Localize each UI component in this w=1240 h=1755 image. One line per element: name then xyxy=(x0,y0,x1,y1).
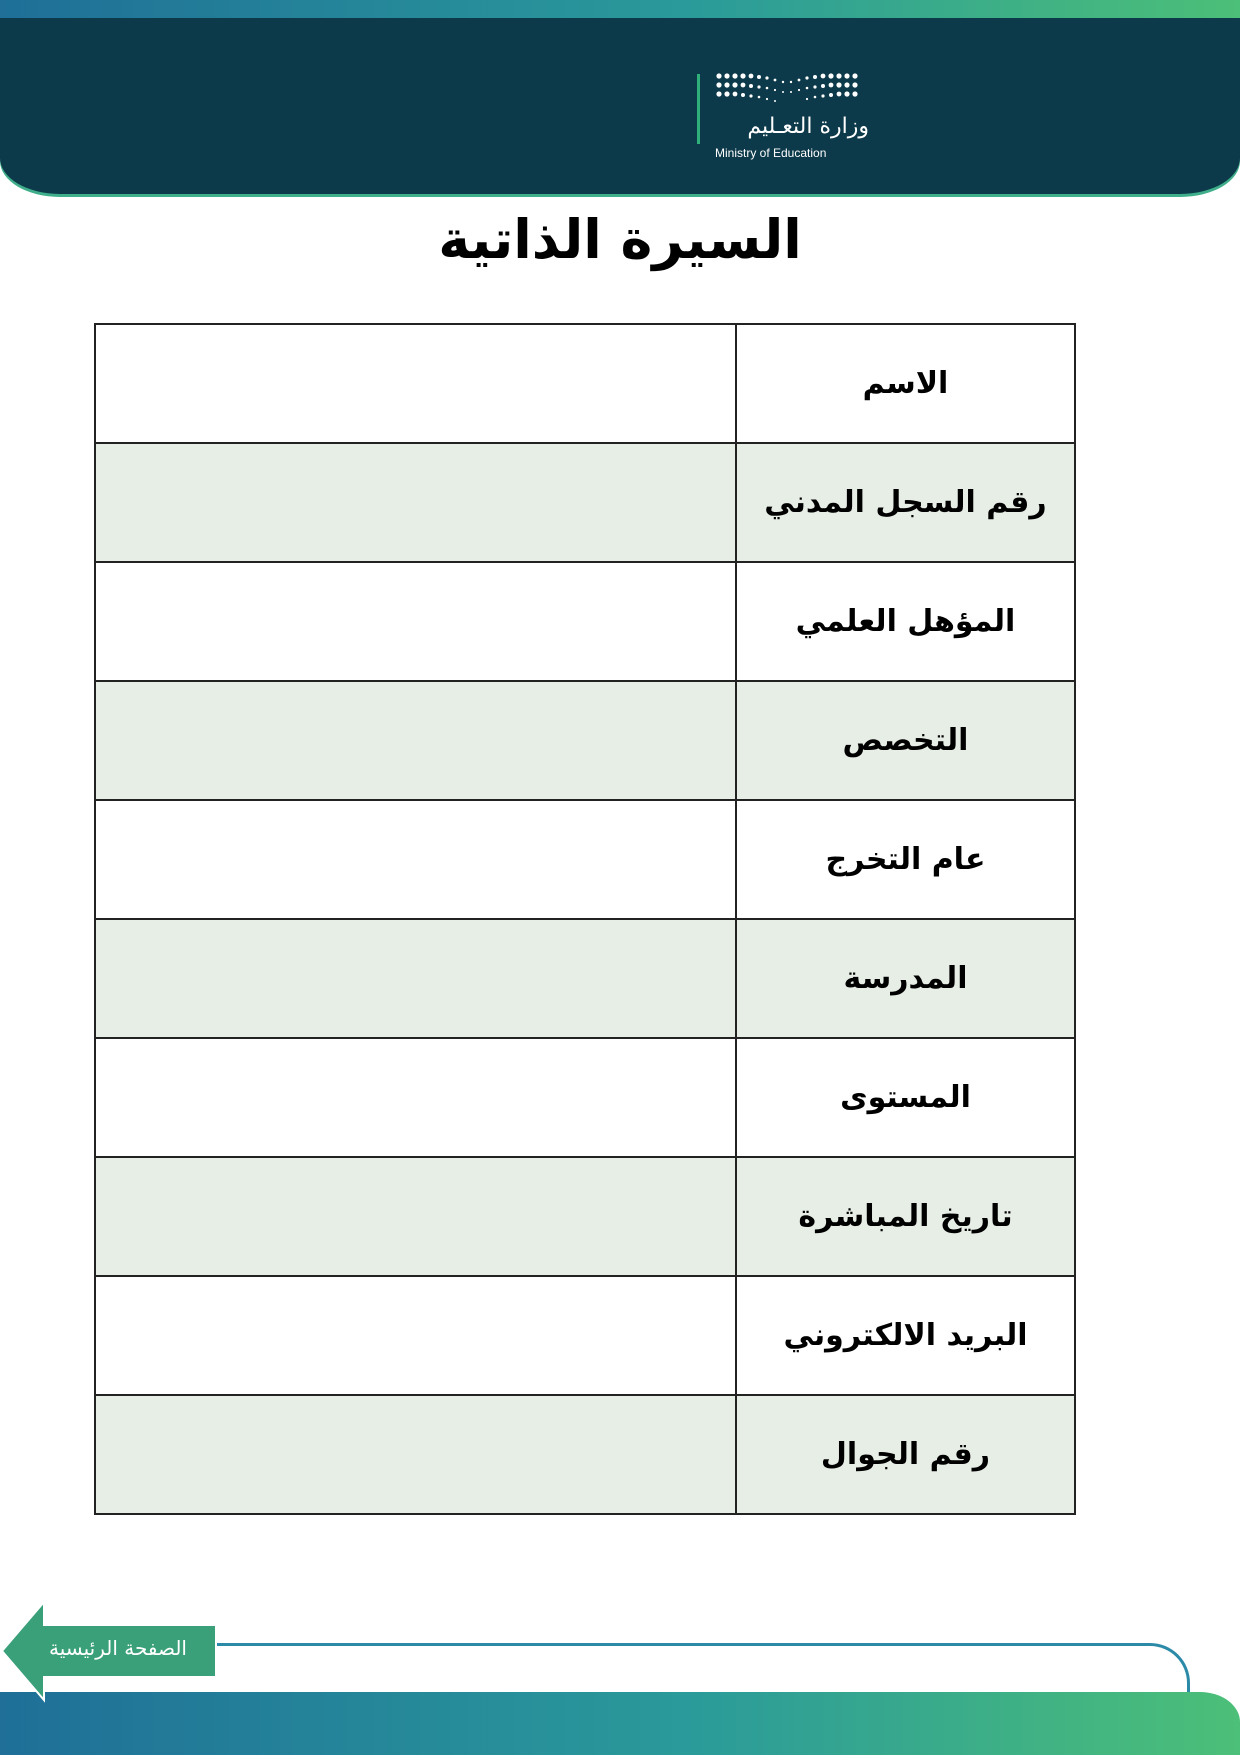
table-row xyxy=(95,1276,1075,1395)
row-value-cell[interactable] xyxy=(95,562,736,681)
table-row xyxy=(95,562,1075,681)
row-label: عام التخرج xyxy=(736,800,1075,919)
page-title: السيرة الذاتية xyxy=(438,208,802,271)
row-value-cell[interactable] xyxy=(95,1157,736,1276)
row-value-cell[interactable] xyxy=(95,324,736,443)
row-label: رقم السجل المدني xyxy=(736,443,1075,562)
row-value-cell[interactable] xyxy=(95,1276,736,1395)
table-row xyxy=(95,800,1075,919)
row-label: المؤهل العلمي xyxy=(736,562,1075,681)
logo-english-text: Ministry of Education xyxy=(715,146,827,160)
ministry-dots-logo-icon xyxy=(715,72,875,108)
row-value-cell[interactable] xyxy=(95,443,736,562)
row-label: البريد الالكتروني xyxy=(736,1276,1075,1395)
table-row xyxy=(95,681,1075,800)
row-value-cell[interactable] xyxy=(95,919,736,1038)
row-label: رقم الجوال xyxy=(736,1395,1075,1514)
row-label: تاريخ المباشرة xyxy=(736,1157,1075,1276)
ministry-logo xyxy=(697,66,877,164)
table-row xyxy=(95,324,1075,443)
home-page-label: الصفحة الرئيسية xyxy=(49,1636,187,1660)
home-page-button[interactable] xyxy=(0,1598,220,1704)
logo-divider xyxy=(697,74,700,144)
row-label: الاسم xyxy=(736,324,1075,443)
row-label: التخصص xyxy=(736,681,1075,800)
row-value-cell[interactable] xyxy=(95,681,736,800)
row-label: المدرسة xyxy=(736,919,1075,1038)
table-row xyxy=(95,1157,1075,1276)
logo-arabic-text: وزارة التعـليم xyxy=(747,114,869,139)
row-value-cell[interactable] xyxy=(95,1038,736,1157)
table-row xyxy=(95,919,1075,1038)
row-value-cell[interactable] xyxy=(95,1395,736,1514)
top-gradient-strip xyxy=(0,0,1240,18)
table-row xyxy=(95,443,1075,562)
table-row xyxy=(95,1038,1075,1157)
cv-table xyxy=(94,323,1076,1515)
table-row xyxy=(95,1395,1075,1514)
row-label: المستوى xyxy=(736,1038,1075,1157)
header-banner xyxy=(0,18,1240,194)
row-value-cell[interactable] xyxy=(95,800,736,919)
